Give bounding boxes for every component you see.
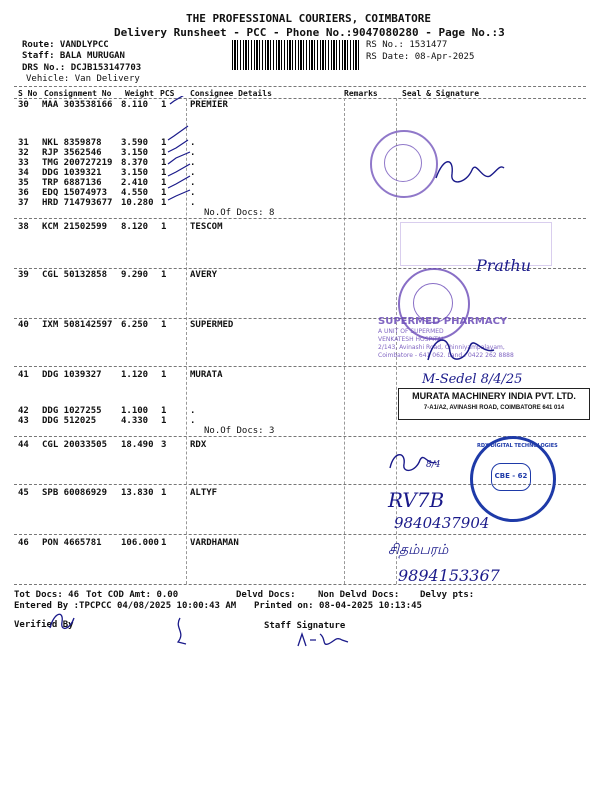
row-serial-number: 40: [18, 320, 29, 330]
row-pieces: 3: [161, 440, 167, 450]
altyf-receiver-phone: 9840437904: [394, 514, 490, 532]
row-consignment-number: PON 4665781: [42, 538, 102, 548]
col-sno: S No: [18, 89, 38, 98]
col-weight: Weight: [125, 89, 154, 98]
staff-signature: [294, 630, 354, 652]
premier-signature: [430, 150, 510, 194]
row-pieces: 1: [161, 416, 167, 426]
row-consignment-number: NKL 8359878: [42, 138, 102, 148]
non-delivered-docs: Non Delvd Docs:: [318, 590, 400, 600]
pharmacy-stamp-phone: Coimbatore - 641 062. Land : 0422 262 8888: [378, 352, 514, 359]
printed-on: Printed on: 08-04-2025 10:13:45: [254, 601, 422, 611]
row-serial-number: 38: [18, 222, 29, 232]
drs-number: DRS No.: DCJB153147703: [22, 63, 142, 73]
row-weight: 2.410: [121, 178, 149, 188]
murata-stamp-address: 7-A1/A2, AVINASHI ROAD, COIMBATORE 641 014: [423, 405, 565, 411]
row-consignee-name: ALTYF: [190, 488, 218, 498]
runsheet-subtitle: Delivery Runsheet - PCC - Phone No.:9047080280 - Page No.:3: [114, 26, 505, 39]
row-consignment-number: TRP 6887136: [42, 178, 102, 188]
row-serial-number: 34: [18, 168, 29, 178]
row-serial-number: 30: [18, 100, 29, 110]
col-consignment: Consignment No: [44, 89, 112, 98]
vardhaman-receiver-phone: 9894153367: [398, 566, 500, 585]
avery-signature: Prathu: [476, 256, 531, 275]
row-weight: 13.830: [121, 488, 154, 498]
total-cod-amount: Tot COD Amt: 0.00: [86, 590, 179, 600]
murata-doc-count: No.Of Docs: 3: [204, 426, 275, 436]
drs-barcode: [232, 40, 360, 70]
row-pieces: 1: [161, 188, 167, 198]
row-pieces: 1: [161, 488, 167, 498]
row-consignment-number: TMG 200727219: [42, 158, 113, 168]
row-serial-number: 45: [18, 488, 29, 498]
row-serial-number: 33: [18, 158, 29, 168]
row-consignment-number: DDG 512025: [42, 416, 97, 426]
middle-signature: [166, 614, 196, 650]
row-consignment-number: DDG 1027255: [42, 406, 102, 416]
row-weight: 4.550: [121, 188, 149, 198]
rdx-signature: [384, 446, 454, 480]
row-serial-number: 43: [18, 416, 29, 426]
row-weight: 1.100: [121, 406, 149, 416]
entered-by: Entered By :TPCPCC 04/08/2025 10:00:43 AM: [14, 601, 237, 611]
vehicle-label: Vehicle: Van Delivery: [26, 74, 140, 84]
rs-date: RS Date: 08-Apr-2025: [366, 52, 475, 62]
row-pieces: 1: [161, 406, 167, 416]
col-seal: Seal & Signature: [402, 89, 480, 98]
row-consignee-name: .: [190, 148, 196, 158]
row-weight: 8.370: [121, 158, 149, 168]
company-title: THE PROFESSIONAL COURIERS, COIMBATORE: [186, 12, 432, 25]
row-serial-number: 37: [18, 198, 29, 208]
row-weight: 3.590: [121, 138, 149, 148]
row-serial-number: 32: [18, 148, 29, 158]
row-consignee-name: .: [190, 138, 196, 148]
delivery-tick-marks: [160, 96, 200, 206]
row-consignee-name: .: [190, 158, 196, 168]
pharmacy-stamp-hospital: VENKATESH HOSPITAL: [378, 336, 445, 343]
verified-by-label: Verified By: [14, 620, 74, 630]
pharmacy-stamp-name: SUPERMED PHARMACY: [378, 316, 508, 327]
row-consignee-name: .: [190, 406, 196, 416]
rs-number: RS No.: 1531477: [366, 40, 448, 50]
row-serial-number: 42: [18, 406, 29, 416]
row-weight: 4.330: [121, 416, 149, 426]
murata-company-stamp: [398, 388, 590, 420]
col-consignee: Consignee Details: [190, 89, 272, 98]
staff-label: Staff: BALA MURUGAN: [22, 51, 125, 61]
rdx-receive-date: 8/4: [426, 460, 441, 470]
row-serial-number: 36: [18, 188, 29, 198]
row-consignee-name: TESCOM: [190, 222, 223, 232]
row-pieces: 1: [161, 158, 167, 168]
row-serial-number: 44: [18, 440, 29, 450]
row-consignment-number: MAA 303538166: [42, 100, 113, 110]
rdx-stamp-code: CBE - 62: [494, 472, 528, 480]
row-consignment-number: CGL 50132858: [42, 270, 108, 280]
vardhaman-signature: சிதம்பரம்: [388, 542, 449, 558]
row-pieces: 1: [161, 178, 167, 188]
row-pieces: 1: [161, 222, 167, 232]
row-consignment-number: DDG 1039327: [42, 370, 102, 380]
row-consignment-number: IXM 508142597: [42, 320, 113, 330]
verifier-signature: [44, 608, 84, 638]
row-pieces: 1: [161, 100, 167, 110]
pharmacy-stamp-address: 2/143, Avinashi Road, Chinniyampalayam,: [378, 344, 505, 351]
row-weight: 3.150: [121, 148, 149, 158]
row-pieces: 1: [161, 538, 167, 548]
murata-receiver-date: M-Sedel 8/4/25: [422, 372, 523, 387]
pharmacy-stamp-unit: A UNIT OF SUPERMED: [378, 328, 444, 335]
rdx-stamp-name: RDX DIGITAL TECHNOLOGIES: [477, 443, 558, 449]
row-consignment-number: EDQ 15074973: [42, 188, 108, 198]
murata-stamp-name: MURATA MACHINERY INDIA PVT. LTD.: [412, 391, 576, 401]
row-weight: 6.250: [121, 320, 149, 330]
row-pieces: 1: [161, 148, 167, 158]
row-weight: 106.000: [121, 538, 159, 548]
row-weight: 3.150: [121, 168, 149, 178]
staff-signature-label: Staff Signature: [264, 621, 346, 631]
row-serial-number: 41: [18, 370, 29, 380]
row-weight: 8.110: [121, 100, 149, 110]
row-pieces: 1: [161, 370, 167, 380]
row-consignee-name: .: [190, 188, 196, 198]
row-pieces: 1: [161, 138, 167, 148]
row-consignee-name: .: [190, 178, 196, 188]
row-serial-number: 31: [18, 138, 29, 148]
row-consignment-number: KCM 21502599: [42, 222, 108, 232]
delivered-docs: Delvd Docs:: [236, 590, 296, 600]
row-weight: 1.120: [121, 370, 149, 380]
total-docs: Tot Docs: 46: [14, 590, 80, 600]
row-weight: 10.280: [121, 198, 154, 208]
row-consignee-name: VARDHAMAN: [190, 538, 239, 548]
premier-seal-stamp: [370, 130, 438, 198]
row-consignment-number: SPB 60086929: [42, 488, 108, 498]
delivery-points: Delvy pts:: [420, 590, 475, 600]
row-consignee-name: .: [190, 416, 196, 426]
row-pieces: 1: [161, 198, 167, 208]
row-consignment-number: DDG 1039321: [42, 168, 102, 178]
row-weight: 18.490: [121, 440, 154, 450]
row-pieces: 1: [161, 270, 167, 280]
row-serial-number: 39: [18, 270, 29, 280]
row-consignee-name: RDX: [190, 440, 207, 450]
row-consignee-name: .: [190, 198, 196, 208]
row-consignee-name: AVERY: [190, 270, 218, 280]
rdx-seal-stamp: [470, 436, 556, 522]
supermed-signature: [418, 330, 508, 370]
row-consignee-name: .: [190, 168, 196, 178]
row-pieces: 1: [161, 320, 167, 330]
row-consignee-name: SUPERMED: [190, 320, 234, 330]
altyf-signature: RV7B: [388, 488, 445, 512]
row-weight: 9.290: [121, 270, 149, 280]
premier-doc-count: No.Of Docs: 8: [204, 208, 275, 218]
row-consignment-number: RJP 3562546: [42, 148, 102, 158]
row-consignee-name: PREMIER: [190, 100, 228, 110]
row-weight: 8.120: [121, 222, 149, 232]
col-remarks: Remarks: [344, 89, 378, 98]
row-serial-number: 46: [18, 538, 29, 548]
row-pieces: 1: [161, 168, 167, 178]
route-label: Route: VANDLYPCC: [22, 40, 109, 50]
row-consignment-number: HRD 714793677: [42, 198, 113, 208]
row-consignment-number: CGL 20033505: [42, 440, 108, 450]
row-consignee-name: MURATA: [190, 370, 223, 380]
row-serial-number: 35: [18, 178, 29, 188]
col-pcs: PCS: [160, 89, 175, 98]
